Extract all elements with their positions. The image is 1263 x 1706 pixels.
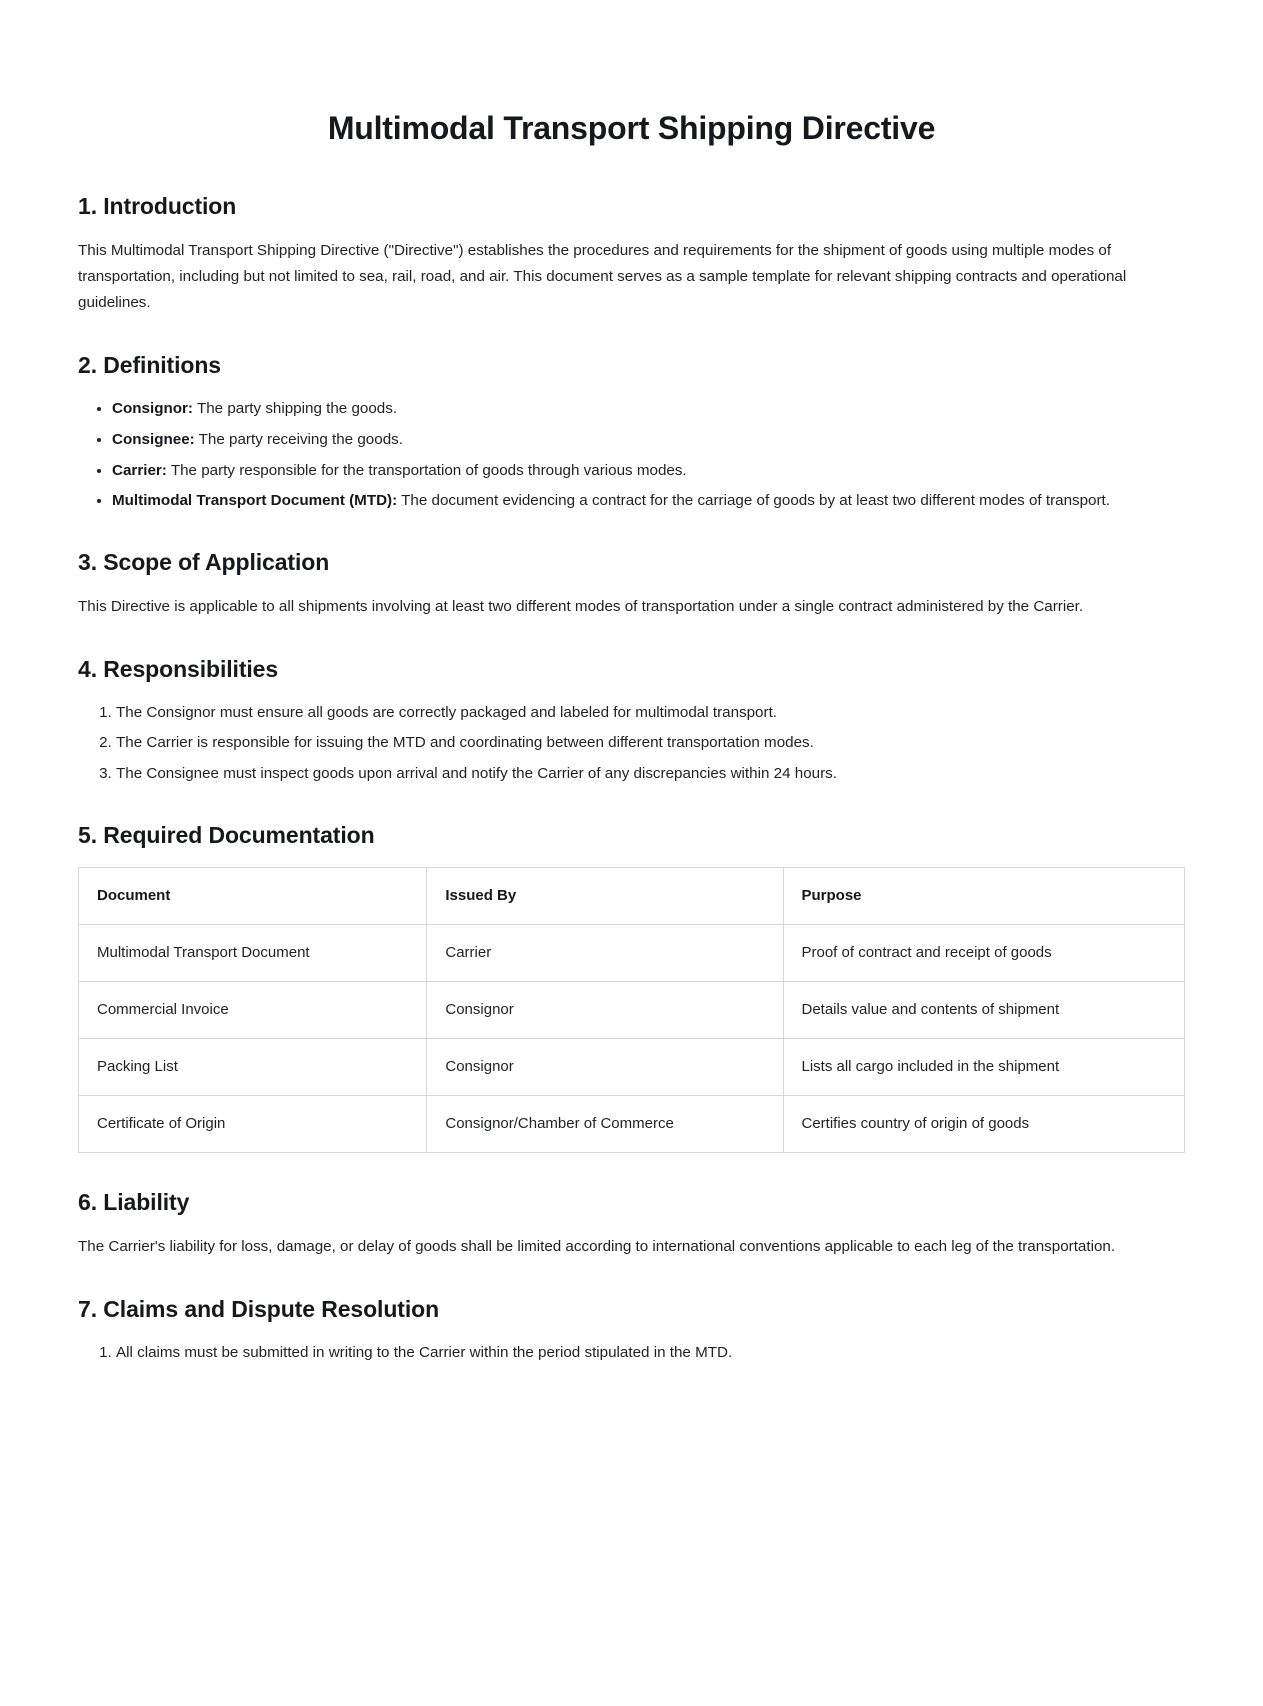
section-heading-scope-of-application: 3. Scope of Application <box>78 548 330 575</box>
table-body <box>79 924 1185 1152</box>
definitions-list <box>78 397 1185 512</box>
section-required-documentation <box>78 822 1185 1153</box>
section-heading-introduction: 1. Introduction <box>78 193 237 219</box>
definition-term: Multimodal Transport Document (MTD): <box>112 492 398 510</box>
section-definitions <box>78 352 1185 512</box>
list-item <box>112 489 1185 513</box>
table-row <box>79 924 1185 981</box>
table-column-header-issued-by: Issued By <box>427 867 783 924</box>
list-item: 1. The Consignor must ensure all goods are correctly packaged and labeled for multimodal transport. <box>116 701 1185 725</box>
section-heading-responsibilities: 4. Responsibilities <box>78 655 279 682</box>
definition-text: The document evidencing a contract for the carriage of goods by at least two different modes of transport. <box>397 492 1110 510</box>
definition-term: Carrier: <box>112 461 167 479</box>
table-cell-document: Multimodal Transport Document <box>79 924 427 981</box>
list-item <box>112 397 1185 421</box>
definition-term: Consignor: <box>112 400 193 418</box>
section-heading-liability: 6. Liability <box>78 1188 190 1215</box>
section-heading-required-documentation: 5. Required Documentation <box>78 821 375 848</box>
table-header-row <box>79 867 1185 924</box>
table-column-header-purpose: Purpose <box>783 867 1185 924</box>
table-cell-issued-by: Consignor <box>427 1038 783 1095</box>
list-item: 3. The Consignee must inspect goods upon arrival and notify the Carrier of any discrepancies within 24 hours. <box>116 762 1185 786</box>
section-claims-and-dispute-resolution <box>78 1296 1185 1365</box>
definition-term: Consignee: <box>112 430 195 448</box>
introduction-paragraph: This Multimodal Transport Shipping Directive ("Directive") establishes the procedures and requirements for the shipment of goods using multiple modes of transportation, including but not limited to sea, rail, road, and air. This document serves as a sample template for relevant shipping contracts and operational guidelines. <box>78 242 1127 312</box>
list-item <box>112 459 1185 483</box>
responsibilities-list <box>78 701 1185 786</box>
table-column-header-document: Document <box>79 867 427 924</box>
list-item <box>112 428 1185 452</box>
table-cell-purpose: Lists all cargo included in the shipment <box>783 1038 1185 1095</box>
table-row <box>79 1095 1185 1152</box>
section-liability <box>78 1189 1185 1260</box>
table-head <box>79 867 1185 924</box>
definition-text: The party responsible for the transportation of goods through various modes. <box>166 461 687 479</box>
table-cell-purpose: Certifies country of origin of goods <box>783 1095 1185 1152</box>
table-cell-document: Packing List <box>79 1038 427 1095</box>
table-row <box>79 1038 1185 1095</box>
table-row <box>79 981 1185 1038</box>
table-cell-issued-by: Consignor/Chamber of Commerce <box>427 1095 783 1152</box>
list-item: 2. The Carrier is responsible for issuing the MTD and coordinating between different transportation modes. <box>116 731 1185 755</box>
liability-paragraph: The Carrier's liability for loss, damage, or delay of goods shall be limited according to international conventions applicable to each leg of the transportation. <box>78 1237 1116 1255</box>
table-cell-purpose: Proof of contract and receipt of goods <box>783 924 1185 981</box>
table-cell-document: Certificate of Origin <box>79 1095 427 1152</box>
list-item: 1. All claims must be submitted in writing to the Carrier within the period stipulated in the MTD. <box>116 1341 1185 1365</box>
table-cell-issued-by: Carrier <box>427 924 783 981</box>
required-documentation-table <box>78 867 1185 1153</box>
section-introduction <box>78 193 1185 316</box>
page-title: Multimodal Transport Shipping Directive <box>327 110 936 146</box>
definition-text: The party shipping the goods. <box>193 400 398 418</box>
section-heading-definitions: 2. Definitions <box>78 352 222 379</box>
scope-paragraph: This Directive is applicable to all shipments involving at least two different modes of transportation under a single contract administered by the Carrier. <box>78 597 1084 615</box>
claims-list <box>78 1341 1185 1365</box>
section-scope-of-application <box>78 549 1185 620</box>
section-responsibilities <box>78 656 1185 786</box>
table-cell-document: Commercial Invoice <box>79 981 427 1038</box>
table-cell-issued-by: Consignor <box>427 981 783 1038</box>
table-cell-purpose: Details value and contents of shipment <box>783 981 1185 1038</box>
definition-text: The party receiving the goods. <box>194 430 403 448</box>
section-heading-claims-and-dispute-resolution: 7. Claims and Dispute Resolution <box>78 1295 440 1322</box>
